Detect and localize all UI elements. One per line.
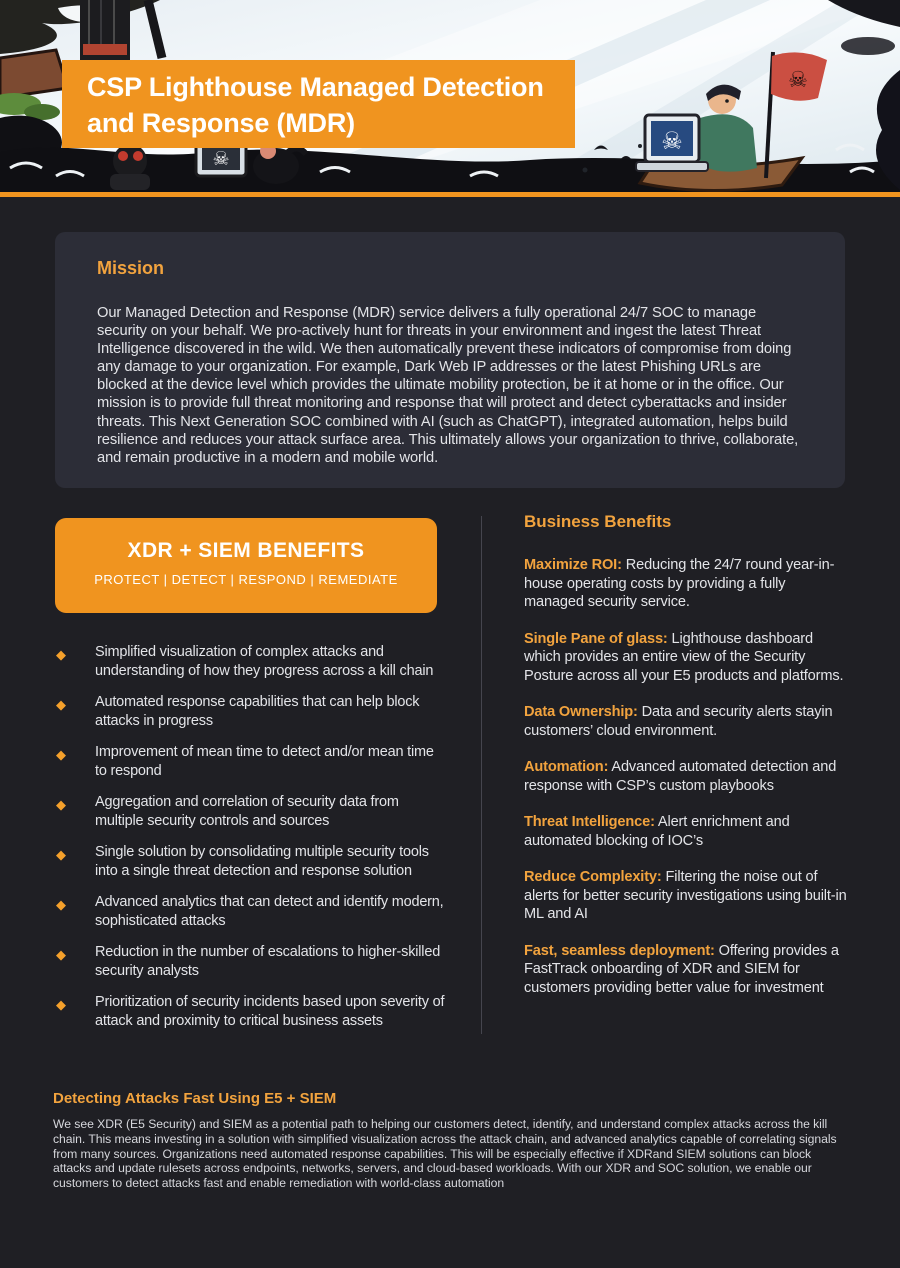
business-benefit-label: Automation: [524,759,609,775]
detecting-section [53,1090,847,1191]
diamond-bullet-icon: ◆ [56,897,66,912]
benefit-item-text: Reduction in the number of escalations to higher-skilled security analysts [95,944,441,979]
detecting-body: We see XDR (E5 Security) and SIEM as a potential path to helping our customers detect, identify, and understand complex attacks across the kill chain. This means investing in a solution with simplified visualization across the attack chain, and advanced analytics capable of correlating signals from many sources. Organizations need automated response capabilities. This will be especially effective if XDRand SIEM solutions can block attacks and update rulesets across endpoints, networks, servers, and cloud-based workloads. With our XDR and SOC solution, we enable our customers to detect attacks fast and enable remediation with world-class automation [53,1117,837,1191]
detecting-heading: Detecting Attacks Fast Using E5 + SIEM [53,1090,337,1107]
skull-crossbones-icon: ☠ [788,68,808,93]
business-benefit-text: Advanced automated detection and response with CSP’s custom playbooks [524,759,837,794]
business-benefit-item [524,556,847,612]
business-benefits-section [524,512,847,1015]
benefit-item [55,843,447,881]
benefit-item [55,743,447,781]
business-benefit-item [524,868,847,924]
diamond-bullet-icon: ◆ [56,747,66,762]
benefit-item-text: Aggregation and correlation of security data from multiple security controls and sources [95,794,399,829]
benefit-item-text: Prioritization of security incidents based upon severity of attack and proximity to critical business assets [95,994,445,1029]
business-benefit-text: Data and security alerts stayin customers’ cloud environment. [524,704,833,739]
benefit-item-text: Advanced analytics that can detect and identify modern, sophisticated attacks [95,894,444,929]
skull-crossbones-icon: ☠ [661,127,683,155]
diamond-bullet-icon: ◆ [56,947,66,962]
lighthouse-icon [80,0,130,60]
business-benefit-label: Fast, seamless deployment: [524,942,715,959]
benefit-item [55,693,447,731]
banner [0,0,900,192]
ink-dot [638,144,642,148]
xdr-box-subtitle: PROTECT | DETECT | RESPOND | REMEDIATE [94,572,398,587]
xdr-benefits-box [55,518,437,613]
benefit-item [55,893,447,931]
diamond-bullet-icon: ◆ [56,997,66,1012]
business-benefit-item [524,758,847,795]
mission-card [55,232,845,488]
business-benefit-item [524,813,847,850]
business-benefit-item [524,703,847,740]
mission-body: Our Managed Detection and Response (MDR) service delivers a fully operational 24/7 SOC to manage security on your behalf. We pro-actively hunt for threats in your environment and ingest the latest Threat Intelligence discovered in the wild. We then automatically prevent these indicators of compromise from doing any damage to your organization. For example, Dark Web IP addresses or the latest Phishing URLs are blocked at the device level which provides the ultimate mobility protection, be it at home or in the office. Our mission is to provide full threat monitoring and response that will protect and detect cyberattacks and insider threats. This Next Generation SOC combined with AI (such as ChatGPT), integrated automation, helps build resilience and reduces your attack surface area. This ultimately allows your organization to thrive, collaborate, and remain productive in a modern and mobile world. [97,305,799,466]
mission-heading: Mission [97,258,165,278]
column-divider [481,516,482,1034]
benefit-item-text: Single solution by consolidating multiple security tools into a single threat detection and response solution [95,844,429,879]
business-benefit-text: Reducing the 24/7 round year-in-house operating costs by providing a fully managed security service. [524,557,835,610]
benefit-item [55,793,447,831]
xdr-benefits-list [55,643,447,1031]
xdr-box-title: XDR + SIEM BENEFITS [127,539,365,562]
business-benefit-item [524,942,847,998]
diamond-bullet-icon: ◆ [56,647,66,662]
business-benefit-text: Offering provides a FastTrack onboarding of XDR and SIEM for customers providing better value for investment [524,942,839,996]
business-benefit-label: Data Ownership: [524,704,638,720]
roof-shape [0,50,68,98]
business-benefit-text: Alert enrichment and automated blocking of IOC’s [524,814,790,849]
business-benefit-text: Lighthouse dashboard which provides an entire view of the Security Posture across all your E5 products and platforms. [524,630,844,684]
benefit-item [55,643,447,681]
business-benefits-heading: Business Benefits [524,512,672,531]
benefit-item-text: Simplified visualization of complex attacks and understanding of how they progress across a kill chain [95,644,434,679]
business-benefit-label: Single Pane of glass: [524,630,668,647]
business-benefit-label: Threat Intelligence: [524,814,655,830]
skull-crossbones-icon: ☠ [212,148,230,170]
business-benefit-item [524,630,847,686]
business-benefits-list [524,556,847,997]
benefit-item-text: Automated response capabilities that can help block attacks in progress [95,694,420,729]
page-title-line-1: CSP Lighthouse Managed Detection [87,72,544,102]
ink-dot [583,168,588,173]
benefit-item [55,943,447,981]
page-title [62,60,575,148]
ink-blob [841,37,895,55]
business-benefit-label: Reduce Complexity: [524,869,662,885]
accent-divider [0,192,900,197]
benefit-item [55,993,447,1031]
xdr-benefits-section [55,518,447,1043]
diamond-bullet-icon: ◆ [56,697,66,712]
pirate-laptop-icon [636,115,708,171]
business-benefit-text: Filtering the noise out of alerts for better security investigations using built-in ML and AI [524,869,847,922]
diamond-bullet-icon: ◆ [56,797,66,812]
business-benefit-label: Maximize ROI: [524,557,622,573]
diamond-bullet-icon: ◆ [56,847,66,862]
page-title-line-2: and Response (MDR) [87,108,355,138]
benefit-item-text: Improvement of mean time to detect and/or mean time to respond [95,744,434,779]
